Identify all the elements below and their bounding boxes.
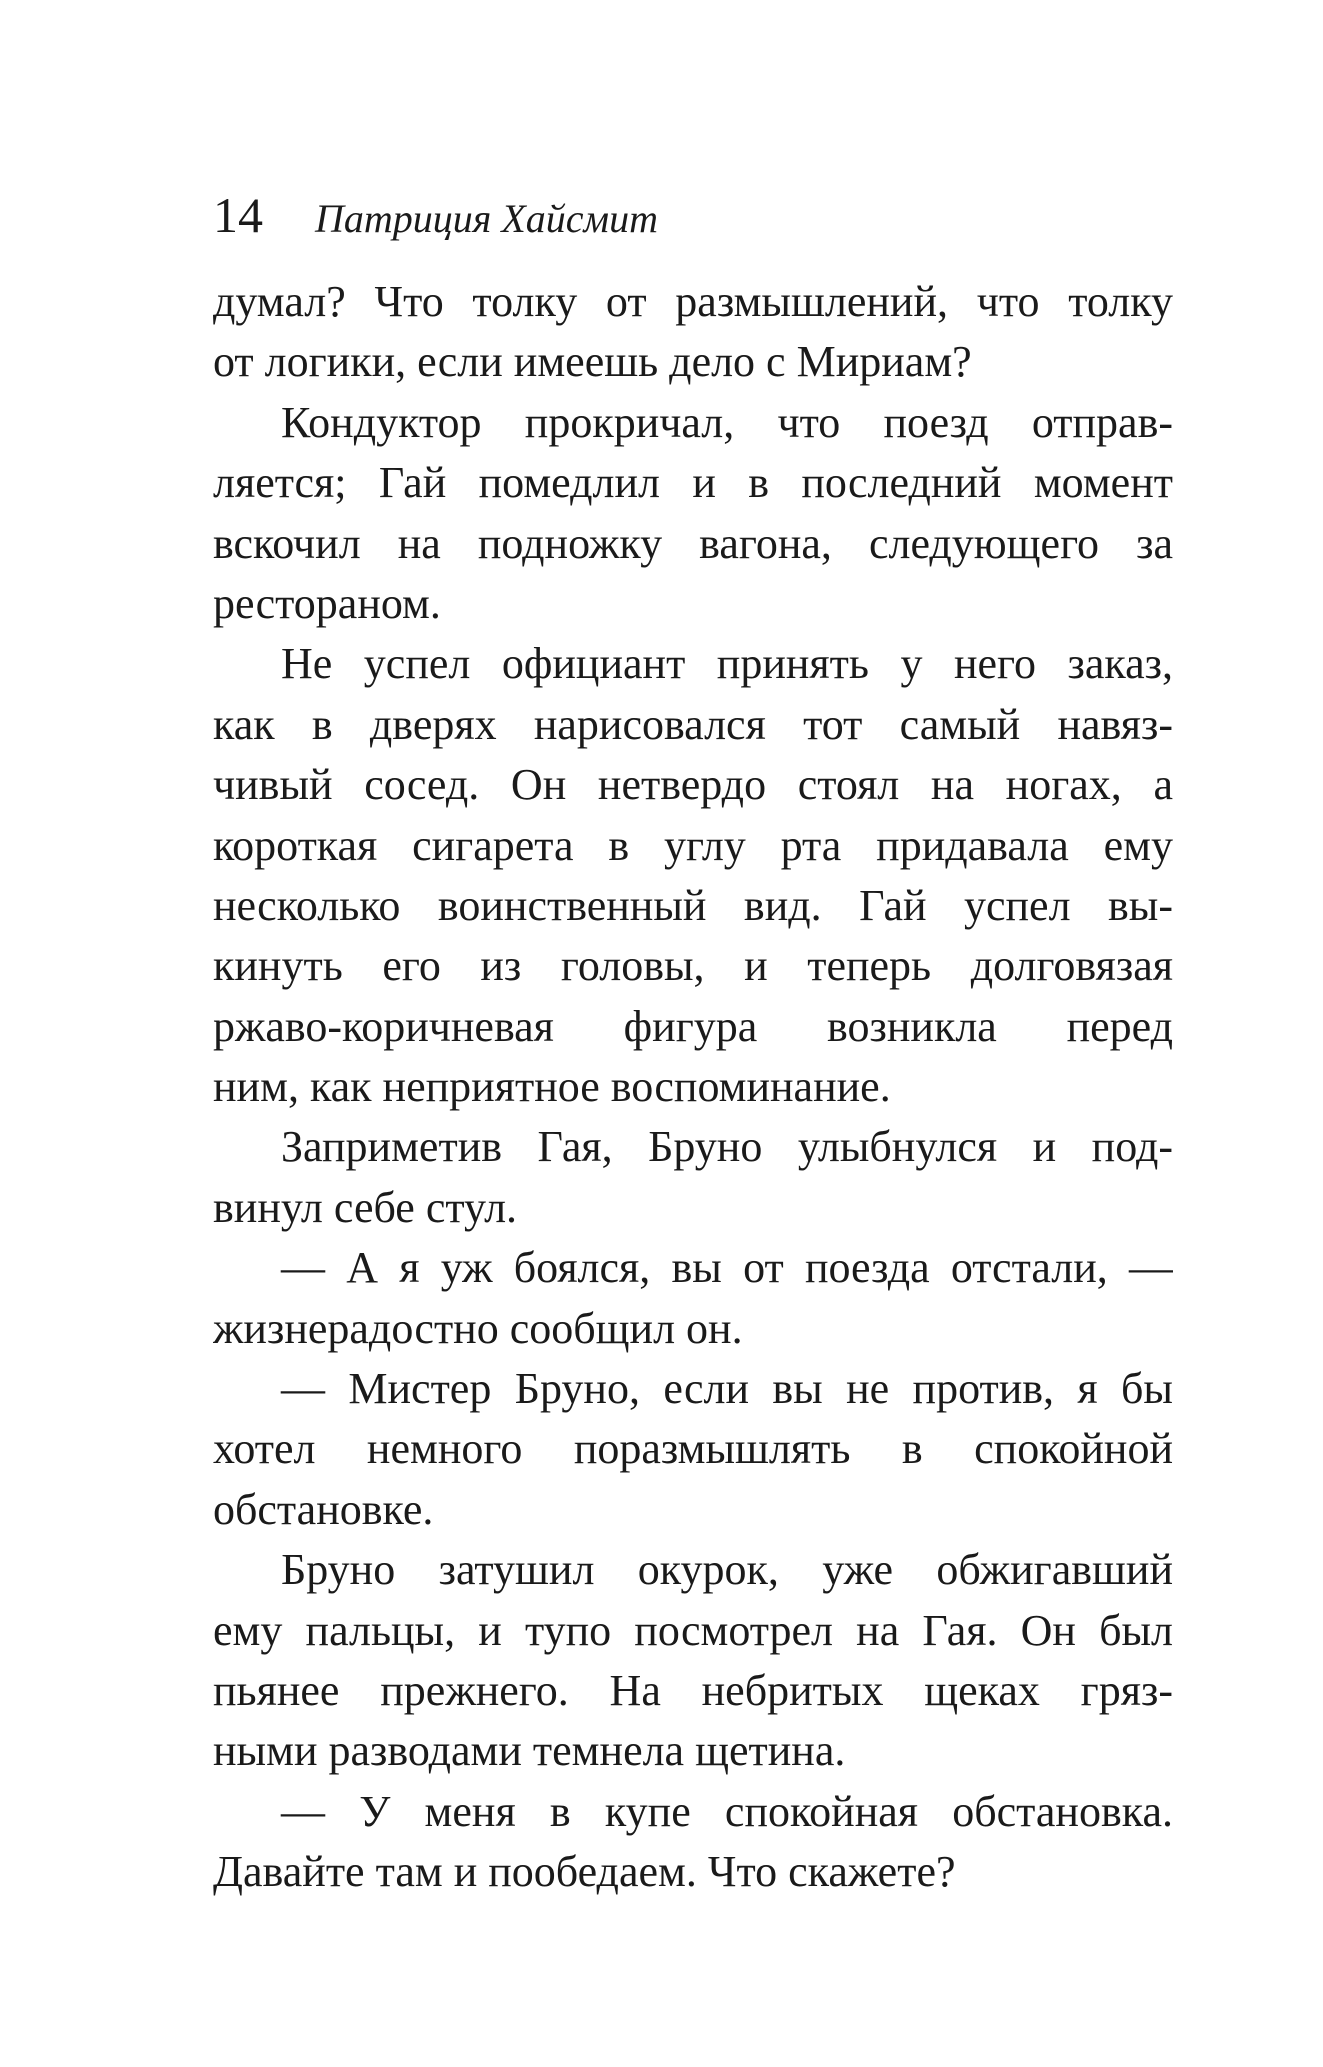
text-line: ему пальцы, и тупо посмотрел на Гая. Он был xyxy=(213,1605,1173,1655)
text-line: Не успел официант принять у него заказ, xyxy=(281,639,1173,689)
text-line: думал? Что толку от размышлений, что толку xyxy=(213,277,1173,326)
text-line: Давайте там и пообедаем. Что скажете? xyxy=(213,1847,956,1897)
text-line: кинуть его из головы, и теперь долговязая xyxy=(213,941,1173,991)
text-line: Кондуктор прокричал, что поезд отправ- xyxy=(281,397,1173,447)
text-line: короткая сигарета в углу рта придавала ему xyxy=(213,820,1173,870)
text-line: пьянее прежнего. На небритых щеках гряз- xyxy=(213,1665,1173,1715)
body-text xyxy=(213,272,1173,1903)
text-line: обстановке. xyxy=(213,1484,434,1534)
text-line: Бруно затушил окурок, уже обжигавший xyxy=(281,1545,1173,1595)
text-line: — У меня в купе спокойная обстановка. xyxy=(281,1786,1173,1836)
page-number: 14 xyxy=(213,187,263,243)
text-line: ляется; Гай помедлил и в последний момент xyxy=(213,458,1173,508)
text-line: хотел немного поразмышлять в спокойной xyxy=(213,1424,1173,1474)
text-line: от логики, если имеешь дело с Мириам? xyxy=(213,337,972,387)
text-line: жизнерадостно сообщил он. xyxy=(213,1303,743,1353)
text-line: ним, как неприятное воспоминание. xyxy=(213,1062,891,1112)
text-line: — Мистер Бруно, если вы не против, я бы xyxy=(281,1364,1173,1414)
text-line: — А я уж боялся, вы от поезда отстали, — xyxy=(281,1243,1173,1293)
text-line: Заприметив Гая, Бруно улыбнулся и под- xyxy=(281,1122,1173,1172)
text-line: вскочил на подножку вагона, следующего за xyxy=(213,518,1173,568)
text-line: винул себе стул. xyxy=(213,1182,518,1232)
running-head xyxy=(213,180,658,250)
text-line: как в дверях нарисовался тот самый навяз- xyxy=(213,699,1173,749)
book-author: Патриция Хайсмит xyxy=(315,196,658,241)
text-line: чивый сосед. Он нетвердо стоял на ногах, а xyxy=(213,760,1173,810)
text-line: ными разводами темнела щетина. xyxy=(213,1726,846,1776)
text-line: ржаво-коричневая фигура возникла перед xyxy=(213,1001,1173,1051)
text-line: рестораном. xyxy=(213,578,441,628)
text-line: несколько воинственный вид. Гай успел вы- xyxy=(213,880,1173,930)
